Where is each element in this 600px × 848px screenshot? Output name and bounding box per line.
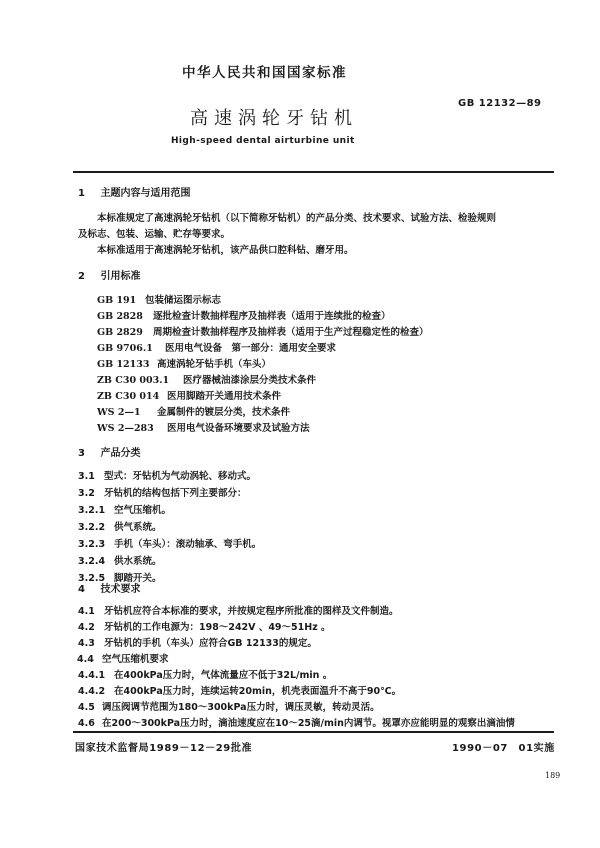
section-1-heading [78,184,190,199]
section-title: 主题内容与适用范围 [100,188,191,199]
clause-item [78,502,171,516]
section-3-heading [78,444,140,459]
reference-item [97,388,281,402]
reference-item [97,356,271,370]
section-1-para1-line1: 本标准规定了高速涡轮牙钻机（以下简称牙钻机）的产品分类、技术要求、试验方法、检验规则 [97,213,497,224]
section-2-heading [78,267,140,282]
clause-text: 在200～300kPa压力时，滴油速度应在10～25滴/min内调节。视罩亦应能明显的观察出滴油情 [102,718,515,729]
clause-item [78,536,261,550]
reference-item [97,340,336,354]
section-number: 3 [78,448,85,459]
clause-text: 供水系统。 [114,556,162,567]
reference-title: 包装储运图示标志 [145,295,222,306]
clause-item [78,468,256,482]
section-number: 1 [78,188,85,199]
reference-item [97,420,310,434]
reference-title: 逐批检查计数抽样程序及抽样表（适用于连续批的检查） [153,311,391,322]
clause-number: 4.6 [78,718,95,729]
document-subtitle-en: High-speed dental airturbine unit [171,136,355,146]
reference-title: 高速涡轮牙钻手机（车头） [157,359,272,370]
reference-code: ZB C30 003.1 [97,375,170,386]
clause-item [77,651,169,665]
clause-text: 牙钻机应符合本标准的要求，并按规定程序所批准的图样及文件制造。 [104,606,399,617]
section-title: 技术要求 [100,584,141,595]
reference-item [97,372,316,386]
effective-date: 1990－07 01实施 [452,743,555,754]
reference-code: WS 2—1 [97,407,141,418]
page-number: 189 [545,771,561,780]
header-rule [73,171,554,173]
section-4-heading [78,580,140,595]
footer-rule [73,731,554,733]
clause-item [78,667,332,681]
clause-text: 空气压缩机要求 [102,654,169,665]
section-1-para2: 本标准适用于高速涡轮牙钻机，该产品供口腔科钻、磨牙用。 [97,245,354,256]
clause-item [78,519,162,533]
reference-code: ZB C30 014 [97,391,160,402]
clause-text: 在400kPa压力时，连续运转20min，机壳表面温升不高于90℃。 [114,686,402,697]
clause-number: 4.2 [78,622,95,633]
reference-title: 周期检查计数抽样程序及抽样表（适用于生产过程稳定性的检查） [153,327,429,338]
reference-code: GB 9706.1 [97,343,153,354]
clause-item [78,683,401,697]
reference-title: 医用电气设备 第一部分：通用安全要求 [165,343,337,354]
clause-number: 3.2 [78,488,95,499]
section-title: 产品分类 [100,448,141,459]
section-number: 4 [78,584,85,595]
clause-text: 空气压缩机。 [114,505,172,516]
reference-item [97,292,221,306]
clause-item [78,715,515,729]
clause-item [78,603,399,617]
standard-number: GB 12132—89 [458,98,542,109]
clause-item [78,699,380,713]
section-number: 2 [78,271,85,282]
clause-number: 3.2.1 [78,505,106,516]
document-title: 高速涡轮牙钻机 [190,108,358,129]
reference-code: GB 191 [97,295,137,306]
clause-number: 3.2.4 [78,556,106,567]
clause-number: 4.1 [78,606,95,617]
clause-item [78,553,162,567]
national-standard-label: 中华人民共和国国家标准 [182,65,347,81]
clause-item [78,635,317,649]
reference-title: 医用脚踏开关通用技术条件 [167,391,282,402]
clause-text: 牙钻机的工作电源为：198～242V 、49～51Hz 。 [104,622,331,633]
clause-number: 3.2.3 [78,539,106,550]
section-1-para1-line2: 及标志、包装、运输、贮存等要求。 [78,229,231,240]
clause-text: 在400kPa压力时，气体流量应不低于32L/min 。 [114,670,333,681]
reference-item [97,308,391,322]
clause-text: 手机（车头）：滚动轴承、弯手机。 [114,539,262,550]
reference-code: WS 2—283 [97,423,154,434]
clause-number: 3.2.2 [78,522,106,533]
reference-code: GB 2829 [97,327,143,338]
clause-number: 4.3 [78,638,95,649]
reference-title: 医用电气设备环境要求及试验方法 [167,423,310,434]
clause-text: 脚踏开关。 [114,573,162,584]
clause-text: 牙钻机的结构包括下列主要部分： [104,488,247,499]
clause-text: 牙钻机的手机（车头）应符合GB 12133的规定。 [104,638,317,649]
section-title: 引用标准 [100,271,141,282]
clause-text: 型式：牙钻机为气动涡轮、移动式。 [104,471,257,482]
clause-number: 3.1 [78,471,95,482]
reference-item [97,324,429,338]
clause-number: 4.4.1 [78,670,106,681]
clause-number: 4.5 [78,702,95,713]
approval-date: 国家技术监督局1989－12－29批准 [75,743,253,754]
reference-code: GB 2828 [97,311,143,322]
clause-text: 调压阀调节范围为180～300kPa压力时，调压灵敏，转动灵活。 [102,702,380,713]
clause-text: 供气系统。 [114,522,162,533]
clause-item [78,619,331,633]
reference-title: 金属制件的镀层分类，技术条件 [157,407,291,418]
clause-number: 4.4.2 [78,686,106,697]
reference-title: 医疗器械油漆涂层分类技术条件 [183,375,317,386]
reference-item [97,404,290,418]
clause-number: 4.4 [77,654,94,665]
clause-item [78,485,247,499]
clause-number: 3.2.5 [78,573,106,584]
reference-code: GB 12133 [97,359,150,370]
